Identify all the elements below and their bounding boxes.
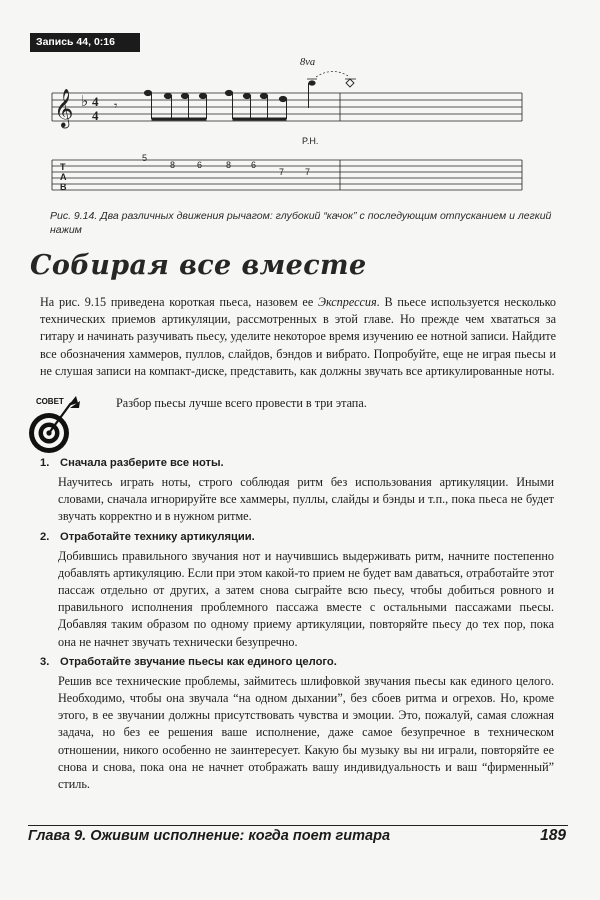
step-body: Научитесь играть ноты, строго соблюдая ритм без использования артикуляции. Иными словами, сначала игнорируйте все хаммеры, пуллы, слайды и бэнды и т.п., пока пьеса не будет звучать корректно и в нужном ритме. — [58, 475, 554, 524]
octave-mark: 8va — [300, 57, 316, 68]
tab-fret-number: 6 — [197, 160, 203, 170]
flat-key-signature-icon: ♭ — [81, 92, 89, 110]
note — [260, 93, 267, 98]
intro-paragraph — [40, 294, 556, 380]
tab-letter: A — [60, 172, 67, 182]
eighth-rest-icon: 𝄾 — [114, 99, 118, 114]
section-title: Собирая все вместе — [30, 250, 367, 281]
intro-text-part1: На рис. 9.15 приведена короткая пьеса, назовем ее — [40, 295, 319, 309]
note — [181, 93, 188, 98]
note-group-2 — [225, 90, 286, 119]
tab-fret-number: 5 — [142, 153, 148, 163]
technique-mark: P.H. — [302, 136, 319, 146]
time-signature-top: 4 — [92, 94, 99, 109]
step-title: Отработайте технику артикуляции. — [60, 530, 255, 543]
recording-badge: Запись 44, 0:16 — [30, 33, 140, 52]
tip-text: Разбор пьесы лучше всего провести в три этапа. — [116, 396, 367, 410]
harmonic-note-icon — [346, 79, 354, 87]
step-number: 2. — [40, 530, 50, 543]
step-item — [40, 654, 556, 793]
intro-text-part2: . В пьесе используется несколько технических приемов артикуляции, рассмотренных в этой главе. Но прежде чем хвататься за гитару и начинать разучивать пьесу, уделите некоторое время изучению ее нотной записи. Найдите все обозначения хаммеров, пуллов, слайдов, бэндов и вибрато. Попробуйте, еще не играя пьесы и не слушая записи на компакт-диске, представить, как должны звучать все артикулированные ноты. — [40, 295, 556, 378]
tab-fret-number: 8 — [226, 160, 232, 170]
tip-target-icon — [28, 393, 98, 459]
step-heading — [40, 654, 556, 670]
step-title: Сначала разберите все ноты. — [60, 457, 224, 469]
tip-icon-label: СОВЕТ — [36, 397, 64, 406]
tab-letter: T — [60, 162, 66, 172]
step-body: Добившись правильного звучания нот и научившись выдерживать ритм, начните постепенно добавлять артикуляцию. Если при этом какой-то прием не будет вам даваться, отработайте этот пассаж отдельно от других, а затем снова сыграйте всю пьесу, чтобы добиться ровного и правильного исполнения проблемного пассажа вместе с остальными пассажами пьесы. Добавляя таким образом по одному приему артикуляции, повторяйте пьесу до тех пор, пока она не начнет звучать технически безупречно. — [58, 548, 554, 649]
page-number: 189 — [540, 827, 566, 844]
steps-list — [40, 455, 556, 796]
step-item — [40, 529, 556, 651]
note — [164, 93, 171, 98]
tab-fret-number: 7 — [305, 167, 311, 177]
note-group-1 — [144, 90, 206, 119]
step-heading — [40, 529, 556, 545]
step-title: Отработайте звучание пьесы как единого целого. — [60, 655, 337, 668]
note — [308, 80, 315, 85]
tab-fret-number: 8 — [170, 160, 176, 170]
footer-chapter-title: Глава 9. Оживим исполнение: когда поет гитара — [28, 828, 391, 844]
step-item — [40, 455, 556, 526]
tab-fret-number: 7 — [279, 167, 285, 177]
time-signature-bottom: 4 — [92, 108, 99, 123]
note — [243, 93, 250, 98]
step-body: Решив все технические проблемы, займитесь шлифовкой звучания пьесы как единого целого. Необходимо, чтобы она звучала “на одном дыхании”, без сбоев ритма и огрехов. Но, кроме этого, в ее звучании должны присутствовать чувства и эмоции. Это, пожалуй, самая сложная задача, но без ее решения ваше исполнение, даже самое безупречное в техническом отношении, никого особенно не заинтересует. Какую бы музыку вы ни играли, повторяйте ее снова и снова, пока она не начнет отображать вашу индивидуальность и ваш “фирменный” стиль. — [58, 673, 554, 792]
step-number: 1. — [40, 457, 50, 469]
note — [199, 93, 206, 98]
dip-curve — [316, 72, 350, 78]
note — [279, 96, 286, 101]
tab-staff — [52, 160, 522, 190]
treble-clef-icon: 𝄞 — [54, 88, 74, 127]
note — [225, 90, 232, 95]
tab-letter: B — [60, 182, 67, 192]
tab-fret-number: 6 — [251, 160, 257, 170]
step-heading — [40, 455, 556, 471]
note — [144, 90, 151, 95]
figure-caption: Рис. 9.14. Два различных движения рычагом: глубокий “качок” с последующим отпусканием и легкий нажим — [50, 210, 552, 236]
piece-title-emphasis: Экспрессия — [318, 295, 377, 309]
step-number: 3. — [40, 655, 50, 668]
music-notation-figure — [0, 50, 600, 210]
footer-divider — [28, 825, 568, 826]
